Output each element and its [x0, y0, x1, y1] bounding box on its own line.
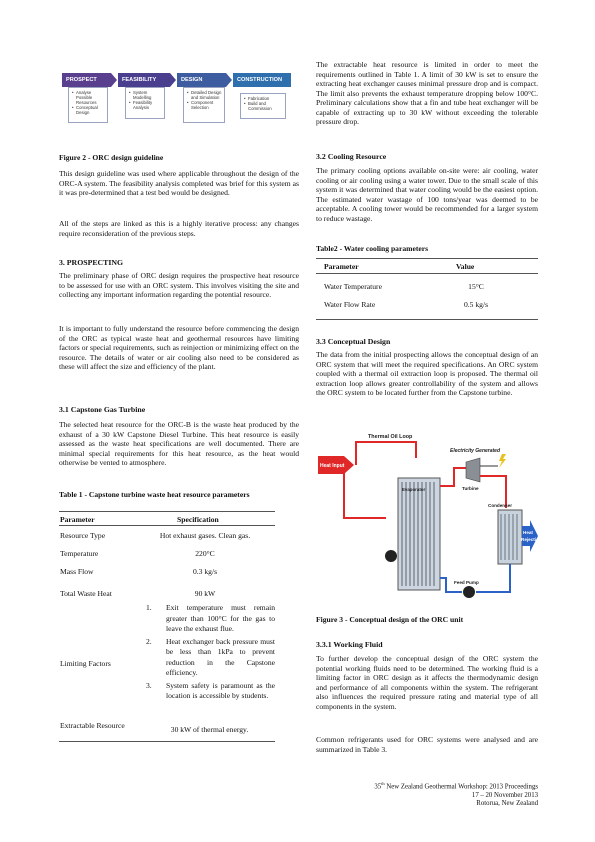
table-header: Specification: [177, 515, 219, 524]
list-item: • Fabrication: [244, 96, 283, 101]
table-cell: Mass Flow: [60, 567, 94, 576]
paragraph: The extractable heat resource is limited in order to meet the requirements outlined in Table 1. A limit of 30 kW is set to ensure the extracting heat exchanger causes minimal pressure drop and is compact. The limit also prevents the exhaust temperature dropping below 100°C. Preliminary calculations show that a fin and tube heat exchanger will be capable of extracting up to 30 kW without exceeding the tolerable pressure drop.: [316, 60, 538, 126]
paragraph: The selected heat resource for the ORC-B is the waste heat produced by the exhaust of a 30 kW Capstone Diesel Turbine. This heat resource is easily assessed as the waste heat specifications are well documented. There are minimal special requirements for this heat resource, as the heat would otherwise be vented to atmosphere.: [59, 420, 299, 467]
feasibility-details: [125, 87, 165, 119]
table-header: Value: [456, 262, 475, 271]
table2-caption: Table2 - Water cooling parameters: [316, 244, 429, 253]
page-footer: [300, 780, 538, 809]
table-cell: Resource Type: [60, 531, 106, 540]
footer-text: New Zealand Geothermal Workshop: 2013 Proceedings: [384, 783, 538, 791]
stage-feasibility: FEASIBILITY: [118, 73, 170, 87]
list-text: System safety is paramount as the location is accessible by students.: [166, 680, 275, 700]
table-cell: Water Temperature: [324, 282, 382, 291]
heat-rejection-arrow: [522, 520, 538, 552]
figure2-caption: Figure 2 - ORC design guideline: [59, 153, 164, 162]
paragraph: The preliminary phase of ORC design requires the prospective heat resource to be assessed for use with an ORC system. This involves visiting the site and collecting any important information regarding the potential resource.: [59, 271, 299, 299]
paragraph: To further develop the conceptual design of the ORC system the potential working fluids need to be determined. The working fluid is a limiting factor in ORC design as it affects the thermodynamic design and performance of all components within the system. The refrigerant also influences the required pressure rating and material type of all components in the system.: [316, 654, 538, 711]
table1-caption: Table 1 - Capstone turbine waste heat resource parameters: [59, 490, 250, 499]
list-item: • Feasibility Analysis: [129, 100, 162, 110]
paragraph: All of the steps are linked as this is a highly iterative process: any changes require reconsideration of the previous steps.: [59, 219, 299, 238]
table1: [59, 511, 275, 743]
table-rule: [316, 273, 538, 274]
paragraph: The data from the initial prospecting allows the conceptual design of an ORC system that will meet the required specifications. An ORC system coupled with a thermal oil extraction loop is proposed. The thermal oil extraction loop allows greater controllability of the system and allows the ORC system to be located further from the Capstone turbine.: [316, 350, 538, 397]
list-item: • Component Selection: [187, 100, 222, 110]
table-header: Parameter: [60, 515, 95, 524]
footer-line: 17 – 20 November 2013: [471, 791, 538, 799]
footer-line: [300, 780, 538, 792]
table-cell: Extractable Resource: [60, 721, 125, 730]
table-cell: Temperature: [60, 549, 99, 558]
condenser-block: [498, 510, 522, 564]
paragraph: This design guideline was used where applicable throughout the design of the ORC-A system. The feasibility analysis completed was brief for this system as it was pre-determined that a test bed would be designed.: [59, 169, 299, 197]
limiting-factors-list: [144, 603, 275, 704]
label-heat-rejection: Heat: [523, 530, 533, 535]
label-feed-pump: Feed Pump: [454, 580, 479, 585]
footer-text: th: [381, 781, 385, 786]
arrow-icon: [170, 73, 176, 87]
paragraph: The primary cooling options available on-site were: air cooling, water cooling or air cooling using a water tower. Due to the small scale of this system it was determined that water cooling would be the easiest option. The estimated water wastage of 100 tons/year was deemed to be acceptable. A cooling tower would be recommended for a larger system to reduce wastage.: [316, 166, 538, 223]
table-cell: 90 kW: [194, 589, 216, 598]
stage-construction: CONSTRUCTION: [233, 73, 291, 87]
list-text: Exit temperature must remain greater than 100°C for the gas to leave the exhaust flue.: [166, 603, 275, 633]
list-item: [144, 603, 275, 635]
figure3-caption: Figure 3 - Conceptual design of the ORC unit: [316, 615, 464, 624]
thermal-oil-pipe: [344, 465, 386, 518]
vapour-pipe: [440, 468, 466, 486]
list-item: • System Modelling: [129, 90, 162, 100]
label-condenser: Condenser: [488, 503, 512, 508]
table-cell: 0.3 kg/s: [192, 567, 218, 576]
label-thermal-oil-loop: Thermal Oil Loop: [368, 434, 413, 440]
list-item: • Analyse Possible Resources: [72, 90, 105, 105]
list-number: 1.: [146, 603, 152, 612]
table-cell: 30 kW of thermal energy.: [170, 725, 249, 734]
thermal-oil-pipe: [356, 442, 416, 465]
section-heading: 3.2 Cooling Resource: [316, 152, 387, 161]
stage-design: DESIGN: [177, 73, 226, 87]
orc-conceptual-diagram: [316, 428, 542, 603]
list-number: 3.: [146, 680, 152, 690]
feed-pump-icon: [463, 586, 475, 598]
liquid-pipe: [476, 564, 510, 592]
paragraph: It is important to fully understand the resource before commencing the design of the ORC as typical waste heat and geothermal resources have limiting factors or special requirements, such as reinjection or minimizing effect on the resource. The details of water or air cooling also need to be considered as these will affect the size and efficiency of the plant.: [59, 324, 299, 371]
label-electricity: Electricity Generated: [450, 448, 501, 454]
turbine-icon: [466, 458, 480, 482]
list-item: [144, 681, 275, 702]
prospect-details: [68, 87, 108, 123]
section-heading: 3. PROSPECTING: [59, 258, 124, 267]
lightning-icon: [499, 454, 506, 468]
table-cell: 15°C: [468, 282, 484, 291]
orc-diagram-svg: [316, 428, 542, 603]
table-cell: Hot exhaust gases. Clean gas.: [159, 531, 251, 540]
table-cell: Limiting Factors: [60, 659, 111, 668]
oil-pump-icon: [385, 550, 397, 562]
list-text: Heat exchanger back pressure must be less than 1kPa to prevent reduction in the Capstone efficiency.: [166, 636, 275, 677]
table-rule: [59, 741, 275, 742]
section-heading: 3.1 Capstone Gas Turbine: [59, 405, 146, 414]
arrow-icon: [226, 73, 232, 87]
paragraph: Common refrigerants used for ORC systems were analysed and are summarized in Table 3.: [316, 735, 538, 754]
label-heat-input: Heat Input: [320, 463, 345, 469]
table-rule: [316, 258, 538, 259]
section-heading: 3.3 Conceptual Design: [316, 337, 391, 346]
table-rule: [316, 319, 538, 320]
table-cell: Water Flow Rate: [324, 300, 376, 309]
table-header: Parameter: [324, 262, 359, 271]
table-cell: Total Waste Heat: [60, 589, 112, 598]
arrow-icon: [111, 73, 117, 87]
table-cell: 0.5 kg/s: [463, 300, 489, 309]
list-number: 2.: [146, 636, 152, 646]
label-evaporator: Evaporator: [402, 487, 426, 492]
label-heat-rejection: Rejection: [521, 537, 542, 542]
construction-details: [240, 93, 286, 119]
footer-text: 35: [374, 783, 382, 791]
table-rule: [59, 511, 275, 512]
list-item: [144, 637, 275, 679]
table-cell: 220°C: [195, 549, 215, 558]
table-rule: [59, 525, 275, 526]
footer-line: Rotorua, New Zealand: [476, 800, 538, 808]
stage-prospect: PROSPECT: [62, 73, 111, 87]
label-turbine: Turbine: [462, 486, 479, 491]
list-item: • Conceptual Design: [72, 105, 105, 115]
design-details: [183, 87, 225, 123]
list-item: • Detailed Design and Simulation: [187, 90, 222, 100]
table2: [316, 258, 538, 322]
section-heading: 3.3.1 Working Fluid: [316, 640, 383, 649]
design-guideline-diagram: [62, 73, 294, 153]
list-item: • Build and Commission: [244, 101, 283, 111]
